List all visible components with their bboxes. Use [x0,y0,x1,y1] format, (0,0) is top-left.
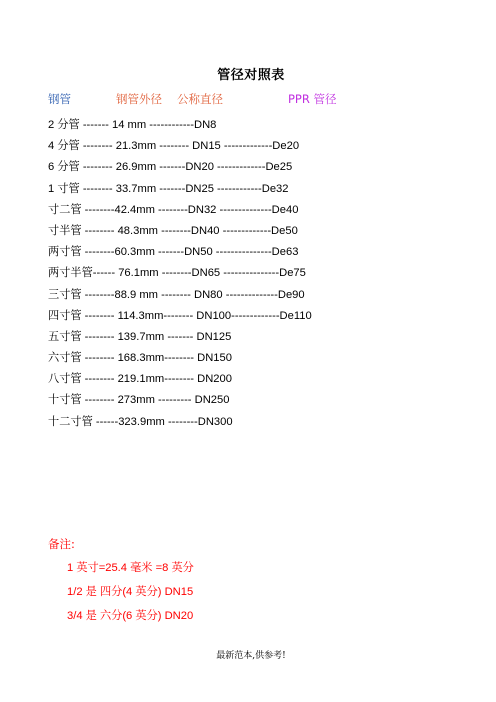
header-outer-diameter: 钢管外径 [116,92,162,106]
table-row: 四寸管 -------- 114.3mm-------- DN100-------------De110 [48,309,312,322]
table-row: 两寸管 --------60.3mm -------DN50 ---------------De63 [48,246,299,259]
table-row: 寸半管 -------- 48.3mm --------DN40 -------------De50 [48,224,298,237]
header-nominal-diameter: 公称直径 [177,92,223,106]
notes-list [67,560,447,632]
note-line: 1/2 是 四分(4 英分) DN15 [67,586,194,598]
table-row: 五寸管 -------- 139.7mm ------- DN125 [48,330,232,343]
notes-label: 备注: [48,537,75,551]
table-row: 三寸管 --------88.9 mm -------- DN80 --------------De90 [48,288,305,301]
table-row: 1 寸管 -------- 33.7mm -------DN25 ------------De32 [48,182,289,195]
page-title: 管径对照表 [217,68,285,83]
header-steel-pipe: 钢管 [48,92,71,106]
note-line: 3/4 是 六分(6 英分) DN20 [67,610,194,622]
header-ppr-diameter: PPR 管径 [288,92,337,106]
table-row: 2 分管 ------- 14 mm ------------DN8 [48,119,217,131]
note-line: 1 英寸=25.4 毫米 =8 英分 [67,562,194,574]
pipe-table [48,117,468,435]
table-row: 六寸管 -------- 168.3mm-------- DN150 [48,352,232,365]
table-row: 两寸半管------ 76.1mm --------DN65 ---------------De75 [48,267,306,280]
page-footer: 最新范本,供参考! [216,651,286,661]
table-row: 十二寸管 ------323.9mm --------DN300 [48,415,233,428]
table-row: 寸二管 --------42.4mm --------DN32 --------------De40 [48,203,299,216]
table-row: 4 分管 -------- 21.3mm -------- DN15 -------------De20 [48,140,300,153]
table-row: 6 分管 -------- 26.9mm -------DN20 -------------De25 [48,161,293,174]
table-row: 十寸管 -------- 273mm --------- DN250 [48,394,230,407]
table-row: 八寸管 -------- 219.1mm-------- DN200 [48,373,232,386]
